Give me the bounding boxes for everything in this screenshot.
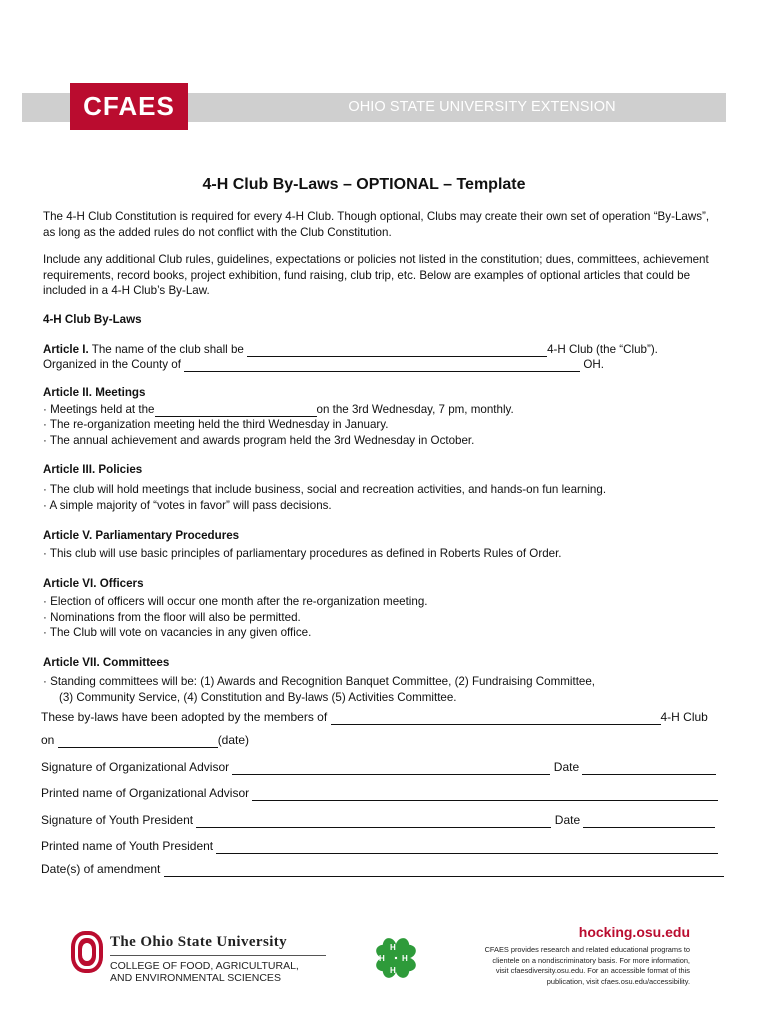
advisor-signature-blank[interactable] [232, 762, 550, 775]
youth-name-label: Printed name of Youth President [41, 839, 217, 853]
advisor-date-blank[interactable] [582, 762, 716, 775]
article-1-text-a: The name of the club shall be [88, 343, 248, 356]
osu-divider [110, 955, 326, 956]
amendment-line [41, 862, 724, 877]
article-3-item-1: · The club will hold meetings that include business, social and recreation activities, and hands-on fun learning. [43, 483, 607, 496]
svg-text:H: H [390, 943, 396, 952]
article-2-item-1b: on the 3rd Wednesday, 7 pm, monthly. [316, 403, 514, 416]
osu-college-line-2: AND ENVIRONMENTAL SCIENCES [110, 972, 281, 984]
article-1-line-1 [43, 342, 658, 357]
adoption-date-blank[interactable] [58, 735, 218, 748]
article-5-heading: Article V. Parliamentary Procedures [43, 529, 240, 542]
osu-university-name: The Ohio State University [110, 934, 288, 950]
amendment-label: Date(s) of amendment [41, 862, 164, 876]
youth-signature-label: Signature of Youth President [41, 813, 197, 827]
meeting-location-blank[interactable] [155, 404, 317, 417]
intro-paragraph-1: The 4-H Club Constitution is required for every 4-H Club. Though optional, Clubs may create their own set of operation “By-Laws”, as long as the added rules do not conflict with the Club Constitution. [43, 210, 710, 239]
osu-college-line-1: COLLEGE OF FOOD, AGRICULTURAL, [110, 960, 299, 972]
advisor-name-blank[interactable] [252, 788, 718, 801]
extension-label: OHIO STATE UNIVERSITY EXTENSION [348, 99, 616, 115]
article-6-heading: Article VI. Officers [43, 577, 144, 590]
article-3-heading: Article III. Policies [43, 463, 143, 476]
osu-college-name [110, 960, 299, 984]
article-7-heading: Article VII. Committees [43, 656, 170, 669]
footer-disclaimer-4: publication, visit cfaes.osu.edu/accessibility. [546, 976, 690, 986]
youth-date-blank[interactable] [583, 815, 715, 828]
advisor-name-line [41, 786, 718, 801]
footer-disclaimer-2: clientele on a nondiscriminatory basis. For more information, [492, 955, 690, 965]
osu-block-o-logo-icon [70, 930, 104, 979]
svg-text:H: H [379, 954, 385, 963]
article-2-item-2: · The re-organization meeting held the third Wednesday in January. [43, 418, 389, 431]
club-adoption-blank[interactable] [331, 712, 661, 725]
youth-signature-blank[interactable] [196, 815, 551, 828]
article-2-heading: Article II. Meetings [43, 386, 146, 399]
svg-text:H: H [390, 966, 396, 975]
footer-disclaimer-3: visit cfaesdiversity.osu.edu. For an accessible format of this [495, 966, 690, 975]
article-7-item-1: · Standing committees will be: (1) Awards and Recognition Banquet Committee, (2) Fundraising Committee, [43, 675, 596, 688]
advisor-signature-label: Signature of Organizational Advisor [41, 760, 233, 774]
article-7-item-2: (3) Community Service, (4) Constitution and By-laws (5) Activities Committee. [59, 691, 457, 704]
article-6-item-1: · Election of officers will occur one month after the re-organization meeting. [43, 595, 428, 608]
footer-disclaimer [468, 945, 690, 987]
article-1-text-c: Organized in the County of [43, 358, 185, 371]
adoption-date-line [41, 733, 249, 748]
article-2-item-1a: · Meetings held at the [43, 403, 155, 416]
cfaes-logo [70, 83, 188, 130]
article-3-item-2: · A simple majority of “votes in favor” will pass decisions. [43, 499, 332, 512]
advisor-date-label: Date [550, 760, 583, 774]
footer-disclaimer-1: CFAES provides research and related educational programs to [484, 945, 690, 954]
intro-paragraph-2: Include any additional Club rules, guidelines, expectations or policies not listed in the constitution; dues, committees, achievement requirements, record books, project exhibition, fund raising, club trip, etc. Below are examples of optional articles that could be included in a 4-H Club’s By-Law. [43, 253, 709, 297]
youth-name-blank[interactable] [216, 841, 718, 854]
article-5-item-1: · This club will use basic principles of parliamentary procedures as defined in Roberts Rules of Order. [43, 547, 562, 560]
article-2-item-3: · The annual achievement and awards program held the 3rd Wednesday in October. [43, 434, 475, 447]
advisor-signature-line [41, 760, 716, 775]
youth-name-line [41, 839, 718, 854]
adoption-text-a: These by-laws have been adopted by the members of [41, 710, 331, 724]
county-blank[interactable] [184, 359, 580, 372]
article-1-heading: Article I. [43, 343, 89, 356]
youth-date-label: Date [551, 813, 584, 827]
adoption-text-c: on [41, 733, 58, 747]
section-heading: 4-H Club By-Laws [43, 313, 142, 326]
article-6-item-2: · Nominations from the floor will also be permitted. [43, 611, 301, 624]
cfaes-logo-text: CFAES [83, 91, 175, 121]
club-name-blank[interactable] [247, 344, 547, 357]
article-1-text-d: OH. [580, 358, 604, 371]
article-1-line-2 [43, 357, 604, 372]
amendment-blank[interactable] [164, 864, 724, 877]
adoption-text-d: (date) [217, 733, 250, 747]
article-2-item-1 [43, 402, 514, 417]
adoption-text-b: 4-H Club [660, 710, 708, 724]
article-6-item-3: · The Club will vote on vacancies in any given office. [43, 626, 312, 639]
article-1-text-b: 4-H Club (the “Club”). [547, 343, 658, 356]
adoption-line [41, 710, 708, 725]
page-title: 4-H Club By-Laws – OPTIONAL – Template [202, 176, 526, 193]
youth-signature-line [41, 813, 715, 828]
svg-text:H: H [402, 954, 408, 963]
advisor-name-label: Printed name of Organizational Advisor [41, 786, 253, 800]
4h-clover-icon [370, 932, 422, 989]
footer-url[interactable]: hocking.osu.edu [578, 924, 690, 940]
